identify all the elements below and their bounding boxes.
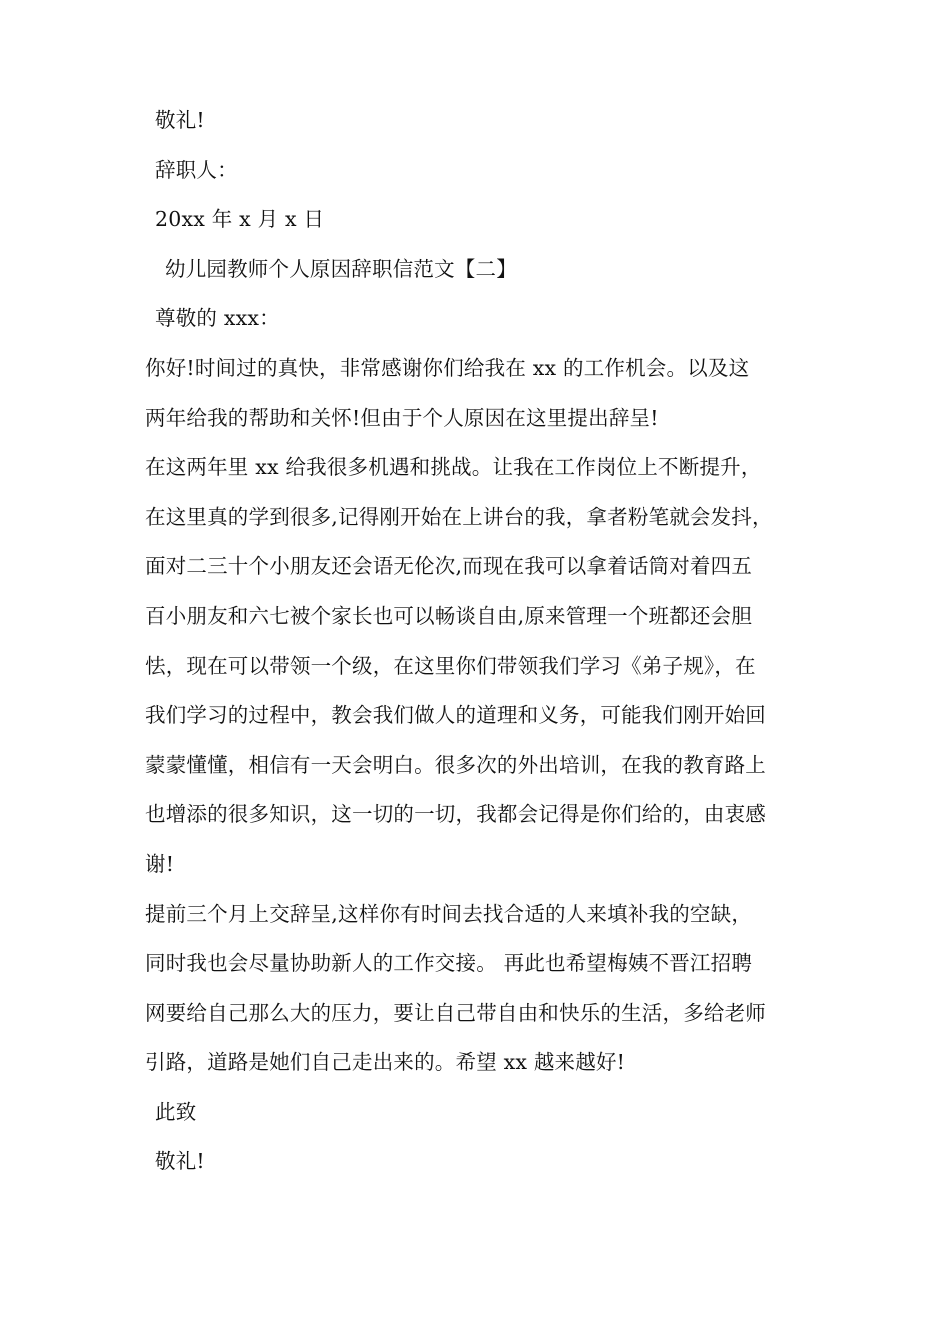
- closing-line-1: 此致: [155, 1099, 197, 1124]
- paragraph-line: 怯，现在可以带领一个级，在这里你们带领我们学习《弟子规》，在: [145, 653, 756, 678]
- paragraph-line: 我们学习的过程中，教会我们做人的道理和义务，可能我们刚开始回: [145, 703, 766, 728]
- paragraph-line: 面对二三十个小朋友还会语无伦次,而现在我可以拿着话筒对着四五: [145, 554, 753, 579]
- paragraph-1: [145, 344, 820, 443]
- section-title: 幼儿园教师个人原因辞职信范文【二】: [165, 256, 517, 281]
- resigner-line: 辞职人：: [155, 157, 238, 182]
- date-line: 20xx 年 x 月 x 日: [155, 207, 325, 232]
- paragraph-line: 你好!时间过的真快，非常感谢你们给我在 xx 的工作机会。以及这: [145, 355, 750, 380]
- paragraph-line: 百小朋友和六七被个家长也可以畅谈自由,原来管理一个班都还会胆: [145, 603, 753, 628]
- paragraph-line: 蒙蒙懂懂，相信有一天会明白。很多次的外出培训，在我的教育路上: [145, 752, 766, 777]
- closing-line-2: 敬礼!: [155, 1149, 205, 1174]
- paragraph-line: 两年给我的帮助和关怀!但由于个人原因在这里提出辞呈!: [145, 405, 659, 430]
- paragraph-line: 同时我也会尽量协助新人的工作交接。 再此也希望梅姨不晋江招聘: [145, 951, 753, 976]
- paragraph-2: [145, 443, 820, 889]
- paragraph-line: 谢!: [145, 851, 175, 876]
- paragraph-3: [145, 890, 820, 1088]
- paragraph-line: 在这两年里 xx 给我很多机遇和挑战。让我在工作岗位上不断提升，: [145, 455, 762, 480]
- paragraph-line: 提前三个月上交辞呈,这样你有时间去找合适的人来填补我的空缺，: [145, 901, 753, 926]
- greeting-line: 尊敬的 xxx：: [155, 306, 280, 331]
- paragraph-line: 网要给自己那么大的压力，要让自己带自由和快乐的生活，多给老师: [145, 1000, 766, 1025]
- salute-line: 敬礼!: [155, 108, 205, 132]
- paragraph-line: 也增添的很多知识，这一切的一切，我都会记得是你们给的，由衷感: [145, 802, 766, 827]
- document-body: [145, 96, 820, 1187]
- paragraph-line: 引路，道路是她们自己走出来的。希望 xx 越来越好!: [145, 1050, 626, 1075]
- paragraph-line: 在这里真的学到很多,记得刚开始在上讲台的我，拿者粉笔就会发抖，: [145, 504, 773, 529]
